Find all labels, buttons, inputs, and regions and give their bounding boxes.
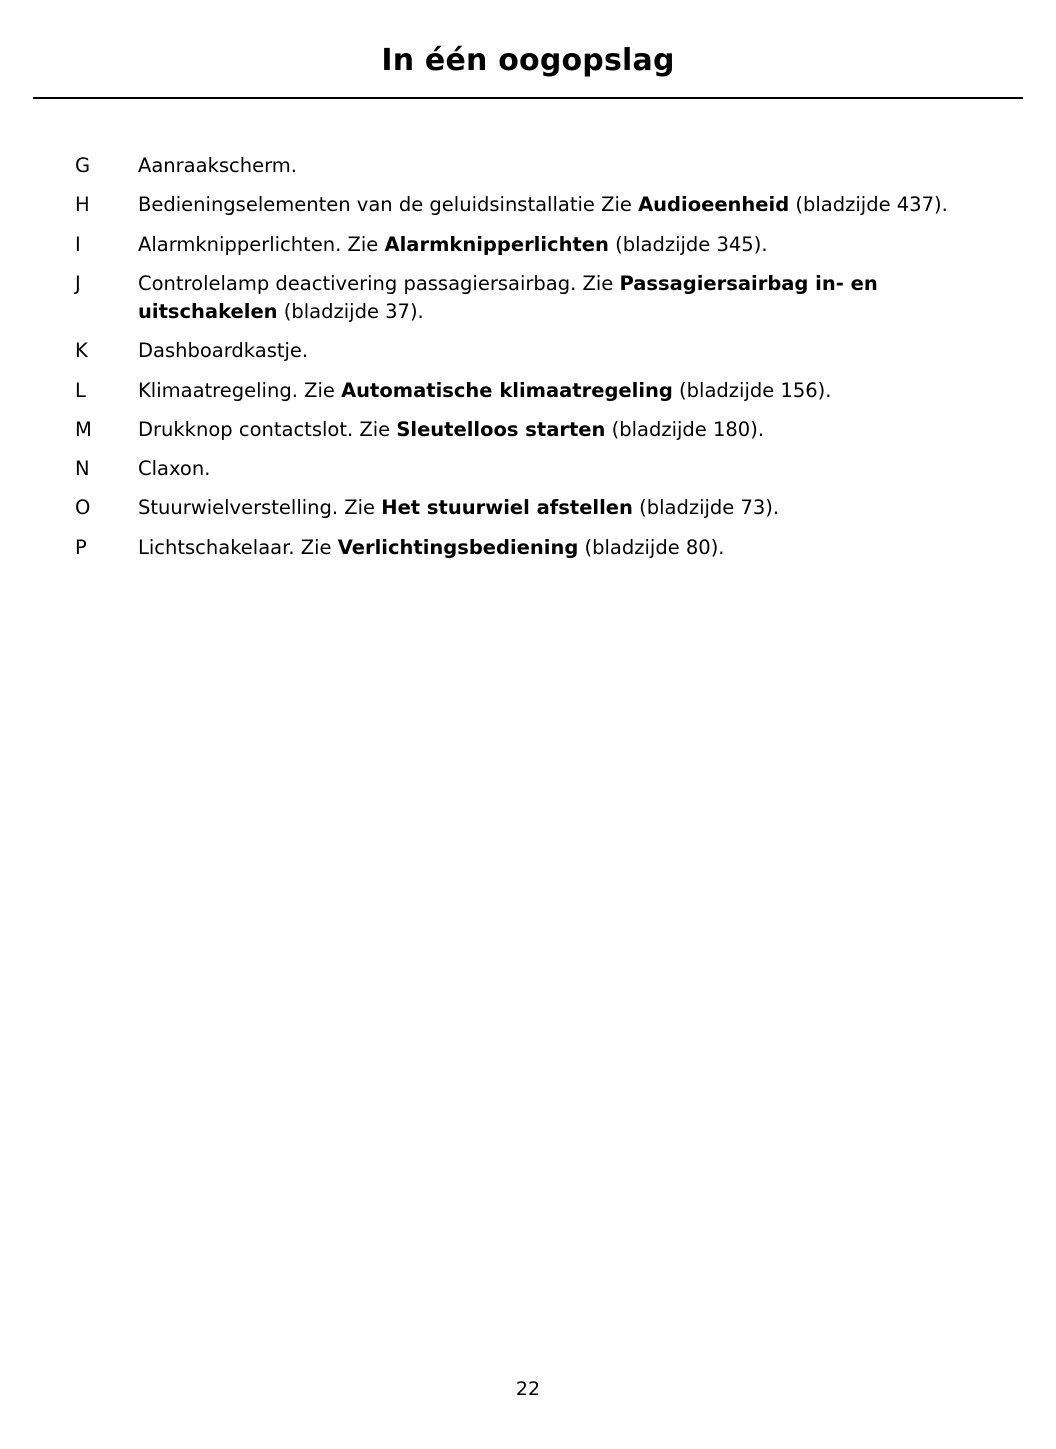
list-item-text-fragment: (bladzijde 37). <box>277 300 424 324</box>
list-item-text <box>138 337 986 365</box>
list-item <box>75 191 986 219</box>
list-item-text-fragment: Bedieningselementen van de geluidsinstallatie Zie <box>138 193 639 217</box>
list-item-key: H <box>75 193 90 217</box>
list-item-text <box>138 377 986 405</box>
list-item <box>75 534 986 562</box>
list-item-text-fragment: (bladzijde 345). <box>608 232 768 256</box>
list-item-key: M <box>75 417 92 441</box>
list-item-text <box>138 494 986 522</box>
list-item <box>75 455 986 483</box>
list-item-text <box>138 231 986 259</box>
list-item-text-fragment: (bladzijde 437). <box>789 193 948 217</box>
list-item <box>75 231 986 259</box>
list-item-key: N <box>75 457 90 481</box>
list-item-text-fragment: Claxon. <box>138 457 211 481</box>
cross-reference-label: Audioeenheid <box>638 193 790 217</box>
legend-items <box>75 152 986 562</box>
list-item <box>75 152 986 180</box>
cross-reference-label: Het stuurwiel afstellen <box>381 496 633 520</box>
list-item-text-fragment: Stuurwielverstelling. Zie <box>138 496 382 520</box>
cross-reference-label: Automatische klimaatregeling <box>341 378 673 402</box>
legend-list <box>0 152 1056 562</box>
cross-reference-label: Alarmknipperlichten <box>384 232 609 256</box>
list-item-text-fragment: (bladzijde 156). <box>672 378 832 402</box>
list-item-key: G <box>75 154 91 177</box>
cross-reference-label: Sleutelloos starten <box>396 417 606 441</box>
list-item-text <box>138 270 986 327</box>
list-item <box>75 337 986 365</box>
list-item-text-fragment: Aanraakscherm. <box>138 154 297 177</box>
list-item-text <box>138 455 986 483</box>
page-footer <box>0 1378 1056 1400</box>
list-item-text-fragment: Dashboardkastje. <box>138 339 309 363</box>
list-item-text-fragment: (bladzijde 73). <box>632 496 780 520</box>
list-item <box>75 377 986 405</box>
page-number: 22 <box>515 1378 541 1400</box>
list-item-text-fragment: Lichtschakelaar. Zie <box>138 535 338 559</box>
list-item <box>75 416 986 444</box>
list-item-text <box>138 416 986 444</box>
list-item-key: P <box>75 535 87 559</box>
list-item-text-fragment: (bladzijde 180). <box>605 417 765 441</box>
list-item <box>75 270 986 327</box>
list-item-text-fragment: Controlelamp deactivering passagiersairbag. Zie <box>138 271 620 295</box>
list-item-key: I <box>75 232 81 256</box>
list-item-text-fragment: Drukknop contactslot. Zie <box>138 417 397 441</box>
cross-reference-label: Passagiersairbag in- en uitschakelen <box>138 271 878 324</box>
header-divider <box>33 97 1023 99</box>
list-item-key: O <box>75 496 91 520</box>
page-title: In één oogopslag <box>381 43 675 78</box>
list-item-text <box>138 191 986 219</box>
list-item-text-fragment: Klimaatregeling. Zie <box>138 378 342 402</box>
list-item-key: L <box>75 378 86 402</box>
list-item-text <box>138 152 986 180</box>
list-item-text <box>138 534 986 562</box>
list-item-key: J <box>75 271 81 295</box>
list-item <box>75 494 986 522</box>
list-item-text-fragment: Alarmknipperlichten. Zie <box>138 232 385 256</box>
cross-reference-label: Verlichtingsbediening <box>337 535 579 559</box>
list-item-text-fragment: (bladzijde 80). <box>578 535 725 559</box>
page-header <box>0 0 1056 77</box>
list-item-key: K <box>75 339 88 363</box>
